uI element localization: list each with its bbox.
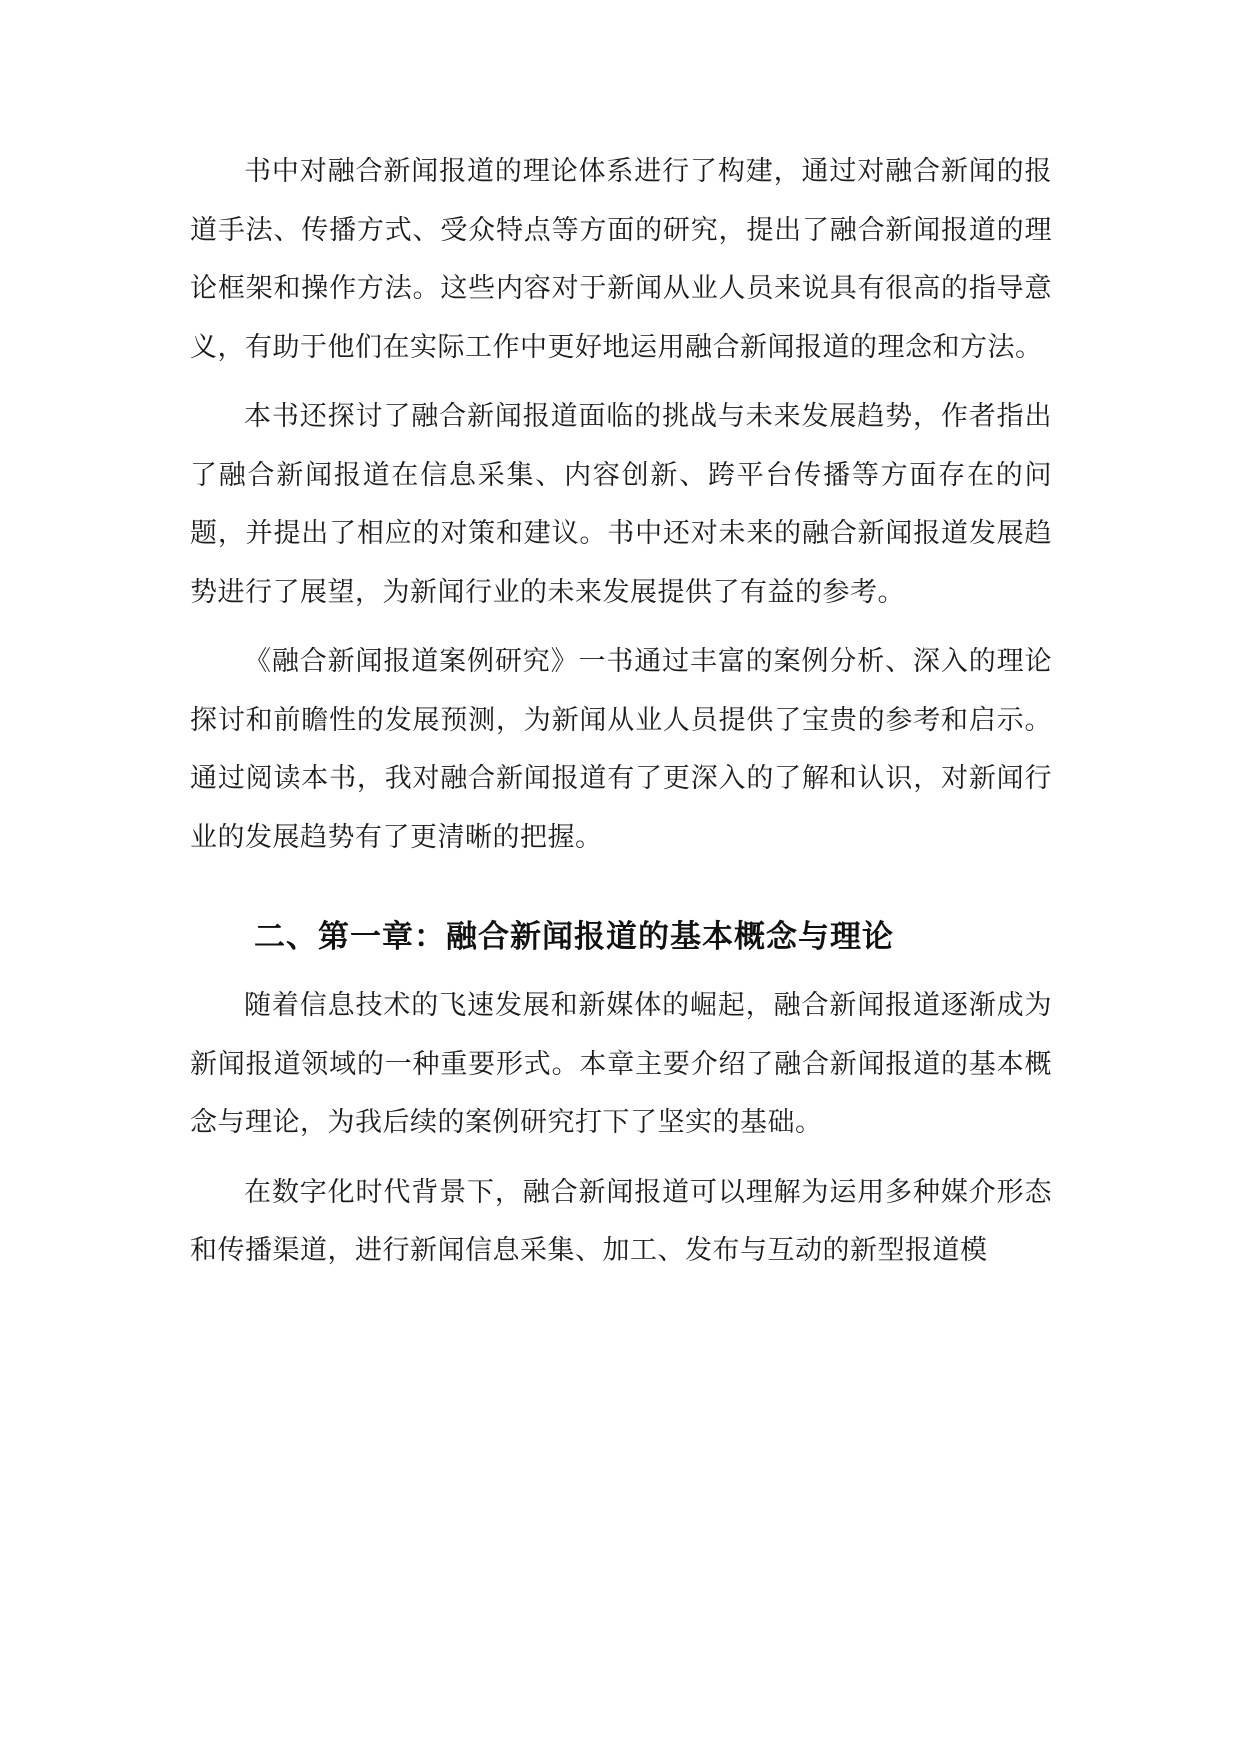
section-heading: 二、第一章：融合新闻报道的基本概念与理论 — [254, 919, 894, 955]
body-paragraph: 本书还探讨了融合新闻报道面临的挑战与未来发展趋势，作者指出了融合新闻报道在信息采集、内容创新、跨平台传播等方面存在的问题，并提出了相应的对策和建议。书中还对未来的融合新闻报道发展趋势进行了展望，为新闻行业的未来发展提供了有益的参考。 — [190, 401, 1052, 608]
body-paragraph: 在数字化时代背景下，融合新闻报道可以理解为运用多种媒介形态和传播渠道，进行新闻信息采集、加工、发布与互动的新型报道模 — [190, 1176, 1052, 1266]
body-paragraph: 书中对融合新闻报道的理论体系进行了构建，通过对融合新闻的报道手法、传播方式、受众特点等方面的研究，提出了融合新闻报道的理论框架和操作方法。这些内容对于新闻从业人员来说具有很高的指导意义，有助于他们在实际工作中更好地运用融合新闻报道的理念和方法。 — [190, 156, 1052, 363]
document-body — [190, 143, 1052, 1292]
body-paragraph: 随着信息技术的飞速发展和新媒体的崛起，融合新闻报道逐渐成为新闻报道领域的一种重要形式。本章主要介绍了融合新闻报道的基本概念与理论，为我后续的案例研究打下了坚实的基础。 — [190, 990, 1052, 1138]
body-paragraph: 《融合新闻报道案例研究》一书通过丰富的案例分析、深入的理论探讨和前瞻性的发展预测，为新闻从业人员提供了宝贵的参考和启示。通过阅读本书，我对融合新闻报道有了更深入的了解和认识，对新闻行业的发展趋势有了更清晰的把握。 — [190, 646, 1052, 853]
